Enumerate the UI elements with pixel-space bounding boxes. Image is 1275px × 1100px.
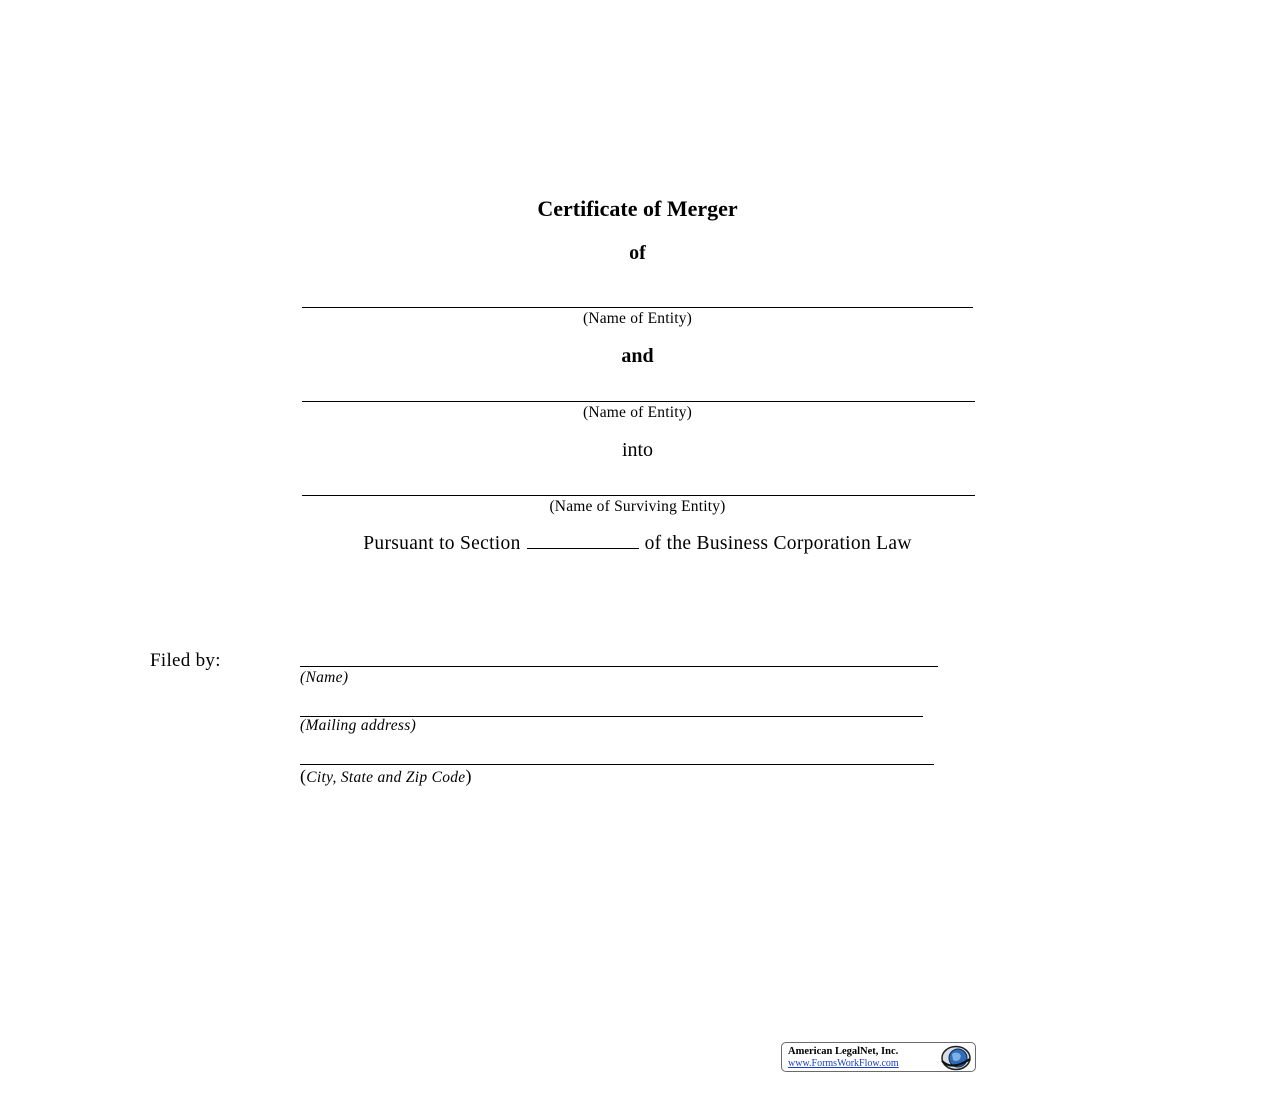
american-legalnet-logo [781,1042,976,1072]
entity-2-line [302,401,975,402]
filed-by-label: Filed by: [150,650,221,671]
open-paren: ( [300,766,307,786]
close-paren: ) [465,766,472,786]
filer-name-caption: (Name) [300,669,349,686]
filer-name-line [300,666,938,667]
logo-company-name: American LegalNet, Inc. [788,1046,899,1057]
filer-address-caption: (Mailing address) [300,717,417,734]
pursuant-suffix: of the Business Corporation Law [644,533,912,554]
surviving-entity-line [302,495,975,496]
of-text: of [629,242,646,264]
filer-city-caption [300,766,472,787]
pursuant-line [0,533,1275,555]
document-title: Certificate of Merger [537,196,738,221]
section-number-blank [527,534,639,549]
entity-1-line [302,307,973,308]
surviving-entity-caption: (Name of Surviving Entity) [549,498,726,515]
pursuant-prefix: Pursuant to Section [363,533,521,554]
globe-icon [936,1045,972,1076]
into-text: into [621,439,654,461]
filer-city-line [300,764,934,765]
city-caption-text: City, State and Zip Code [306,769,466,786]
entity-2-caption: (Name of Entity) [582,404,693,421]
entity-1-caption: (Name of Entity) [582,310,693,327]
and-text: and [621,345,654,367]
logo-url-link[interactable]: www.FormsWorkFlow.com [788,1058,899,1069]
